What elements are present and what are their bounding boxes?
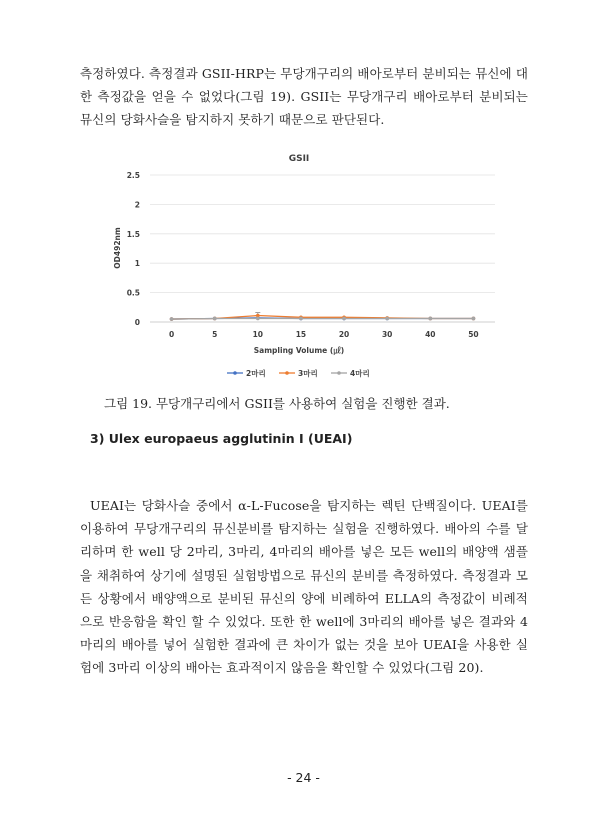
y-tick-label: 0 [134,318,140,327]
legend-label: 2마리 [246,369,266,378]
x-tick-label: 0 [168,330,175,339]
series-3-point [213,317,217,321]
y-tick-label: 0.5 [126,288,140,298]
y-tick-label: 2 [134,200,140,210]
y-tick-label: 1.5 [126,229,140,239]
series-3-point [429,317,433,321]
body-paragraph-2: UEAI는 당화사슬 중에서 α-L-Fucose을 탐지하는 렉틴 단백질이다. UEAI를 이용하여 무당개구리의 뮤신분비를 탐지하는 실험을 진행하였다. 배아의 수를 달리하며 한 well 당 2마리, 3마리, 4마리의 배아를 넣은 모든 well의 배양액 샘플을 채취하여 상기에 설명된 실험방법으로 뮤신의 분비를 측정하였다. 측정결과 모든 상황에서 배양액으로 분비된 뮤신의 양에 비례하여 ELLA의 측정값이 비례적으로 반응함을 확인 할 수 있었다. 또한 한 well에 3마리의 배아를 넣은 결과와 4마리의 배아를 넣어 실험한 결과에 큰 차이가 없는 것을 보아 UEAI을 사용한 실험에 3마리 이상의 배아는 효과적이지 않음을 확인할 수 있었다(그림 20). [80,498,528,676]
page-number: - 24 - [287,770,320,785]
x-tick-label: 20 [338,330,350,339]
figure-caption: 그림 19. 무당개구리에서 GSII를 사용하여 실험을 진행한 결과. [104,396,450,411]
chart-legend [227,368,370,378]
chart-title: GSII [288,154,310,164]
y-axis-label: OD492nm [113,227,122,269]
x-tick-label: 40 [425,330,436,339]
gsii-chart [110,148,505,388]
gsii-chart-svg [110,148,505,388]
series-3-point [170,317,174,321]
y-tick-label: 2.5 [126,171,140,180]
series-3-point [385,317,389,321]
series-3-point [472,317,476,321]
y-tick-label: 1 [134,259,140,269]
legend-label: 4마리 [350,369,370,378]
series-line-3 [172,318,474,319]
body-paragraph-1: 측정하였다. 측정결과 GSII-HRP는 무당개구리의 배아로부터 분비되는 뮤신에 대한 측정값을 얻을 수 없었다(그림 19). GSII는 무당개구리 배아로부터 분비되는 뮤신의 당화사슬을 탐지하지 못하기 때문으로 판단된다. [80,66,528,128]
series-3-point [342,317,346,321]
x-tick-label: 50 [468,330,479,339]
legend-marker [285,371,289,375]
section-heading: 3) Ulex europaeus agglutinin I (UEAI) [90,431,353,446]
legend-marker [337,371,341,375]
x-tick-label: 15 [295,330,307,339]
x-axis-label: Sampling Volume (㎕) [253,346,345,355]
series-3-point [256,317,260,321]
x-tick-label: 5 [212,330,218,339]
legend-marker [233,371,237,375]
x-tick-label: 10 [252,330,264,339]
x-tick-label: 30 [381,330,393,339]
legend-label: 3마리 [298,369,318,378]
series-3-point [299,317,303,321]
